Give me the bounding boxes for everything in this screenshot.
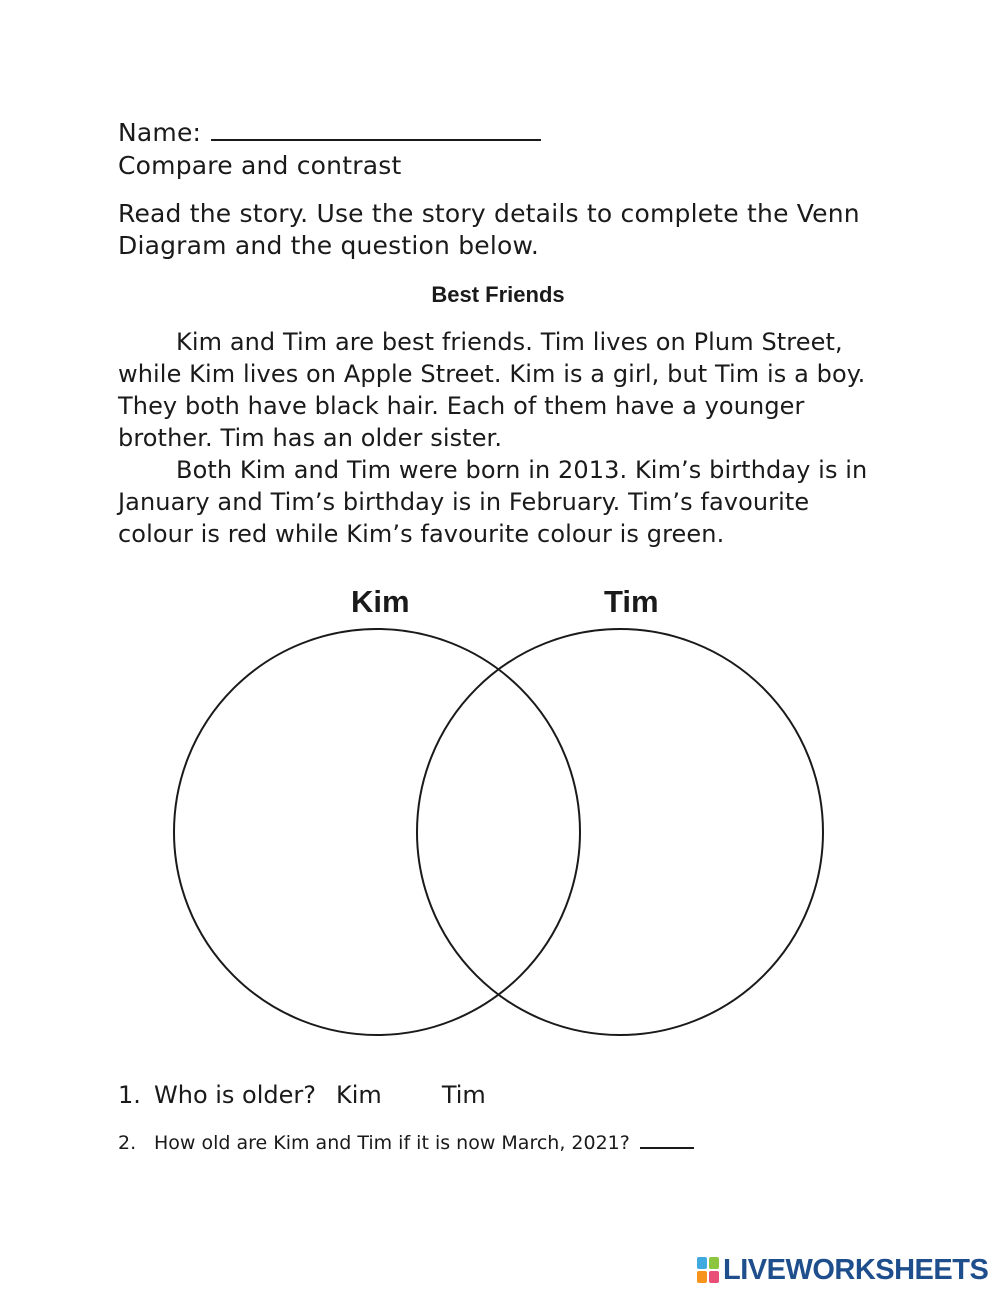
story-line: They both have black hair. Each of them have a younger: [118, 392, 805, 420]
question-2-text: How old are Kim and Tim if it is now March, 2021?: [154, 1132, 630, 1154]
story-line: Kim and Tim are best friends. Tim lives on Plum Street,: [176, 328, 843, 356]
question-1: [118, 1079, 486, 1111]
logo-block: [709, 1271, 719, 1283]
logo-block: [697, 1257, 707, 1269]
venn-label-kim: Kim: [351, 584, 410, 619]
question-2: [118, 1130, 694, 1156]
story-line: brother. Tim has an older sister.: [118, 424, 503, 452]
story-line: colour is red while Kim’s favourite colour is green.: [118, 520, 725, 548]
venn-circle-tim[interactable]: [417, 629, 823, 1035]
instructions-line-2: Diagram and the question below.: [118, 231, 539, 260]
story-line: Both Kim and Tim were born in 2013. Kim’s birthday is in: [176, 456, 868, 484]
question-2-answer-blank[interactable]: [640, 1133, 694, 1149]
venn-label-tim: Tim: [604, 584, 659, 619]
subtitle: Compare and contrast: [118, 151, 402, 180]
logo-blocks-icon: [697, 1257, 719, 1283]
story-title: Best Friends: [431, 282, 565, 307]
question-1-number: 1.: [118, 1081, 141, 1109]
story-line: January and Tim’s birthday is in February. Tim’s favourite: [118, 488, 810, 516]
question-2-number: 2.: [118, 1132, 137, 1154]
name-label: Name:: [118, 118, 202, 147]
logo-text: LIVEWORKSHEETS: [723, 1253, 989, 1286]
logo-block: [697, 1271, 707, 1283]
story-line: while Kim lives on Apple Street. Kim is a girl, but Tim is a boy.: [118, 360, 866, 388]
question-1-option-tim[interactable]: Tim: [441, 1081, 486, 1109]
question-1-option-kim[interactable]: Kim: [336, 1081, 382, 1109]
instructions-line-1: Read the story. Use the story details to complete the Venn: [118, 199, 860, 228]
liveworksheets-logo: [697, 1254, 988, 1286]
logo-block: [709, 1257, 719, 1269]
venn-circle-kim[interactable]: [174, 629, 580, 1035]
question-1-text: Who is older?: [154, 1081, 317, 1109]
